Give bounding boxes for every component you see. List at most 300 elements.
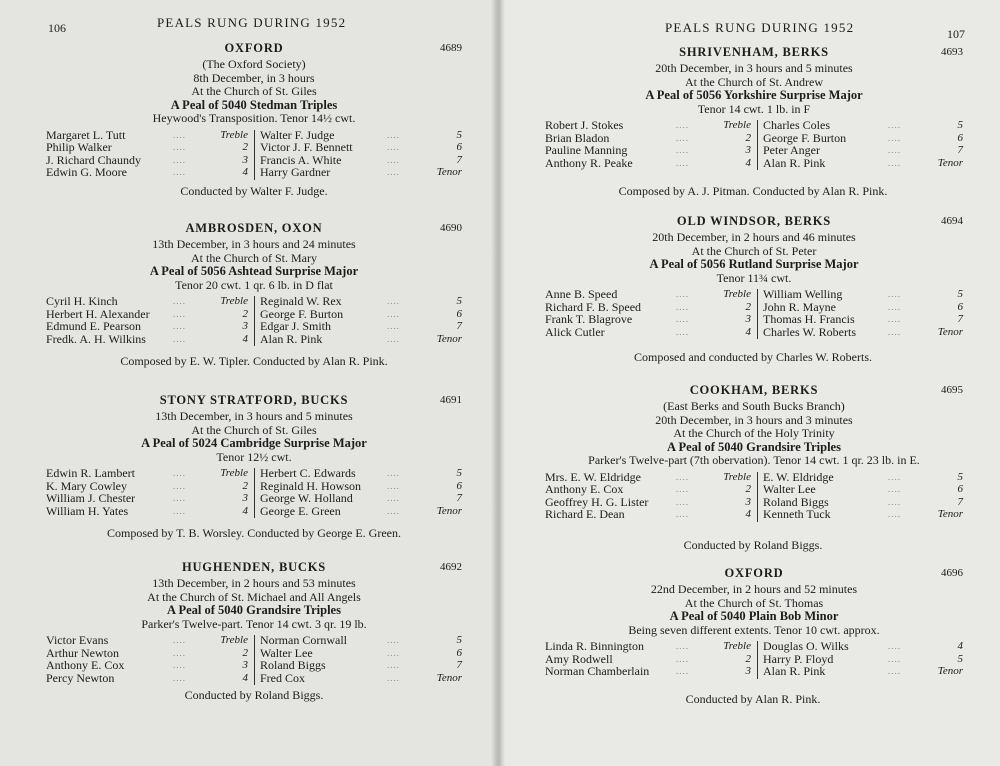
- ringers-column-left: [545, 640, 751, 678]
- ringers-column-right: [763, 471, 963, 521]
- bell-number: 5: [456, 128, 462, 141]
- ringers-column-left: [46, 634, 248, 684]
- leader-dots: ....: [173, 672, 186, 683]
- peal-number: 4689: [440, 42, 462, 54]
- ringer-name: Richard F. B. Speed: [545, 299, 642, 314]
- ringer-name: Roland Biggs: [260, 658, 326, 672]
- peal-tenor-line: Tenor 20 cwt. 1 qr. 6 lb. in D flat: [175, 277, 333, 292]
- ringers-band: [545, 288, 963, 340]
- ringer-name: Victor Evans: [46, 633, 109, 647]
- bell-number: 5: [957, 652, 963, 665]
- ringers-divider: [757, 120, 758, 170]
- ringer-row: [763, 326, 963, 339]
- bell-number: Treble: [723, 119, 751, 131]
- bell-number: 2: [242, 646, 248, 659]
- peal-tenor-line: Heywood's Transposition. Tenor 14½ cwt.: [152, 111, 356, 125]
- bell-number: 6: [456, 479, 462, 492]
- bell-number: 4: [745, 156, 751, 169]
- ringer-row: [46, 672, 248, 685]
- leader-dots: ....: [173, 635, 186, 645]
- ringer-name: Linda R. Binnington: [545, 639, 644, 653]
- peal-header: [545, 567, 963, 583]
- ringer-name: Douglas O. Wilks: [763, 639, 849, 653]
- ringer-row: [545, 326, 751, 339]
- ringer-name: Alan R. Pink: [260, 331, 323, 346]
- ringer-name: Edmund E. Pearson: [46, 319, 141, 333]
- peal-footer: Conducted by Alan R. Pink.: [685, 692, 821, 706]
- bell-number: 6: [957, 131, 963, 144]
- bell-number: 5: [456, 467, 462, 479]
- ringer-name: Arthur Newton: [46, 645, 119, 660]
- peal-record: [545, 46, 963, 171]
- bell-number: 5: [957, 288, 963, 300]
- bell-number: Treble: [220, 295, 248, 307]
- ringer-row: [260, 659, 462, 672]
- peal-place: AMBROSDEN, OXON: [185, 221, 323, 235]
- peal-detail-line: At the Church of St. Giles: [191, 422, 317, 437]
- ringers-divider: [254, 635, 255, 685]
- ringer-row: [260, 467, 462, 480]
- leader-dots: ....: [387, 480, 400, 491]
- bell-number: 2: [242, 141, 248, 153]
- ringers-column-left: [545, 471, 751, 521]
- bell-number: 7: [957, 313, 963, 325]
- bell-number: 5: [456, 295, 462, 307]
- ringer-name: Anthony E. Cox: [545, 482, 624, 496]
- ringer-row: [545, 313, 751, 326]
- leader-dots: ....: [387, 154, 400, 165]
- bell-number: 4: [242, 332, 248, 345]
- bell-number: 3: [242, 320, 248, 332]
- peal-record: [545, 567, 963, 680]
- leader-dots: ....: [676, 666, 689, 676]
- ringer-row: [46, 505, 248, 518]
- ringer-name: Amy Rodwell: [545, 651, 613, 666]
- ringer-row: [763, 483, 963, 496]
- ringer-name: Harry Gardner: [260, 165, 331, 179]
- bell-number: Treble: [723, 640, 751, 652]
- ringer-row: [260, 333, 462, 346]
- ringer-name: Walter Lee: [763, 482, 816, 496]
- peal-heading: [545, 384, 963, 468]
- leader-dots: ....: [676, 326, 689, 337]
- ringer-name: Robert J. Stokes: [545, 118, 624, 132]
- peal-method: A Peal of 5024 Cambridge Surprise Major: [141, 436, 367, 450]
- peal-header: [46, 561, 462, 577]
- peal-record: [545, 384, 963, 523]
- bell-number: Treble: [220, 634, 248, 646]
- leader-dots: ....: [173, 129, 186, 140]
- ringer-row: [545, 119, 751, 132]
- bell-number: 6: [957, 300, 963, 313]
- ringer-name: Norman Chamberlain: [545, 664, 650, 678]
- ringer-row: [260, 320, 462, 333]
- peal-place: OXFORD: [224, 41, 284, 55]
- leader-dots: ....: [173, 308, 186, 319]
- ringer-row: [763, 508, 963, 521]
- leader-dots: ....: [676, 301, 689, 312]
- peal-detail-line: 20th December, in 2 hours and 46 minutes: [652, 230, 856, 244]
- bell-number: 7: [957, 144, 963, 156]
- peal-number: 4691: [440, 394, 462, 406]
- ringer-name: Margaret L. Tutt: [46, 127, 126, 142]
- ringer-name: Geoffrey H. G. Lister: [545, 494, 649, 509]
- leader-dots: ....: [676, 289, 689, 299]
- leader-dots: ....: [387, 333, 400, 344]
- peal-place: COOKHAM, BERKS: [689, 383, 819, 397]
- leader-dots: ....: [387, 308, 400, 319]
- ringer-name: Mrs. E. W. Eldridge: [545, 469, 641, 484]
- ringer-name: Frank T. Blagrove: [545, 312, 633, 326]
- bell-number: 7: [456, 659, 462, 671]
- peal-record: [46, 42, 462, 181]
- ringer-name: Edwin G. Moore: [46, 165, 127, 179]
- peal-header: [545, 46, 963, 62]
- ringer-name: Fred Cox: [260, 670, 305, 685]
- bell-number: 2: [242, 479, 248, 492]
- ringers-divider: [757, 641, 758, 679]
- ringers-column-right: [763, 288, 963, 338]
- ringer-row: [260, 505, 462, 518]
- peal-heading: [46, 42, 462, 126]
- leader-dots: ....: [173, 142, 186, 152]
- peal-method: A Peal of 5040 Grandsire Triples: [167, 603, 341, 617]
- ringers-column-right: [260, 295, 462, 345]
- ringer-name: Reginald H. Howson: [260, 478, 361, 493]
- ringers-column-right: [260, 634, 462, 684]
- bell-number: 3: [745, 665, 751, 677]
- ringer-name: Edwin R. Lambert: [46, 466, 135, 480]
- bell-number: 4: [242, 166, 248, 178]
- leader-dots: ....: [173, 505, 186, 516]
- left-page: [0, 0, 497, 766]
- ringer-row: [763, 665, 963, 678]
- ringer-row: [545, 640, 751, 653]
- ringer-name: William H. Yates: [46, 503, 129, 518]
- leader-dots: ....: [676, 484, 689, 494]
- leader-dots: ....: [676, 641, 689, 651]
- leader-dots: ....: [387, 635, 400, 645]
- ringer-name: Alan R. Pink: [763, 664, 826, 678]
- ringer-name: Percy Newton: [46, 670, 115, 685]
- ringer-row: [545, 665, 751, 678]
- peal-number: 4690: [440, 222, 462, 234]
- ringer-row: [545, 144, 751, 157]
- ringers-column-left: [46, 129, 248, 179]
- leader-dots: ....: [387, 321, 400, 331]
- peal-tenor-line: Tenor 12½ cwt.: [216, 449, 292, 464]
- leader-dots: ....: [888, 157, 901, 168]
- ringer-name: Herbert H. Alexander: [46, 306, 150, 321]
- leader-dots: ....: [173, 468, 186, 478]
- peal-footer: Conducted by Walter F. Judge.: [180, 184, 328, 198]
- ringer-row: [545, 508, 751, 521]
- peal-detail-line: 13th December, in 2 hours and 53 minutes: [152, 576, 356, 590]
- peal-tenor-line: Being seven different extents. Tenor 10 cwt. approx.: [628, 622, 880, 637]
- peal-heading: [545, 46, 963, 116]
- leader-dots: ....: [676, 509, 689, 519]
- ringers-column-left: [46, 467, 248, 517]
- ringer-row: [260, 166, 462, 179]
- ringer-name: Norman Cornwall: [260, 633, 347, 647]
- page-number: 106: [48, 21, 66, 35]
- bell-number: 2: [745, 131, 751, 144]
- ringer-name: Peter Anger: [763, 143, 820, 157]
- bell-number: Tenor: [436, 671, 462, 684]
- leader-dots: ....: [173, 660, 186, 670]
- ringer-name: Richard E. Dean: [545, 507, 625, 521]
- leader-dots: ....: [387, 468, 400, 478]
- bell-number: 5: [957, 119, 963, 131]
- bell-number: 7: [957, 495, 963, 508]
- leader-dots: ....: [888, 641, 901, 651]
- ringer-name: Francis A. White: [260, 152, 342, 167]
- ringer-name: Walter Lee: [260, 645, 313, 660]
- peal-header: [545, 384, 963, 400]
- bell-number: 2: [242, 307, 248, 320]
- peal-detail-line: 13th December, in 3 hours and 5 minutes: [155, 409, 353, 423]
- ringer-row: [545, 157, 751, 170]
- ringer-name: George F. Burton: [260, 306, 344, 321]
- leader-dots: ....: [888, 301, 901, 312]
- leader-dots: ....: [173, 296, 186, 306]
- peal-method: A Peal of 5056 Ashtead Surprise Major: [149, 264, 359, 278]
- leader-dots: ....: [676, 145, 689, 155]
- ringers-divider: [254, 130, 255, 180]
- ringer-name: Cyril H. Kinch: [46, 294, 118, 308]
- ringer-name: Brian Bladon: [545, 130, 610, 145]
- bell-number: 5: [957, 470, 963, 483]
- ringer-row: [260, 492, 462, 505]
- bell-number: 4: [957, 640, 963, 652]
- leader-dots: ....: [173, 167, 186, 177]
- bell-number: 3: [745, 495, 751, 508]
- leader-dots: ....: [173, 321, 186, 331]
- ringer-name: George F. Burton: [763, 130, 847, 145]
- ringer-row: [46, 166, 248, 179]
- ringer-row: [763, 640, 963, 653]
- ringers-column-right: [260, 467, 462, 517]
- bell-number: Tenor: [937, 156, 963, 169]
- ringer-row: [763, 313, 963, 326]
- ringers-band: [46, 295, 462, 347]
- bell-number: Treble: [220, 467, 248, 479]
- ringer-name: Alan R. Pink: [763, 155, 826, 170]
- peal-heading: [46, 561, 462, 631]
- peal-tenor-line: Tenor 14 cwt. 1 lb. in F: [697, 101, 811, 116]
- leader-dots: ....: [888, 653, 901, 664]
- bell-number: 4: [242, 671, 248, 684]
- peal-detail-line: At the Church of St. Peter: [691, 243, 817, 258]
- leader-dots: ....: [173, 333, 186, 344]
- ringer-row: [46, 320, 248, 333]
- bell-number: Tenor: [436, 332, 462, 345]
- leader-dots: ....: [888, 666, 901, 676]
- ringers-band: [545, 471, 963, 523]
- leader-dots: ....: [888, 326, 901, 337]
- bell-number: Tenor: [937, 325, 963, 338]
- leader-dots: ....: [173, 154, 186, 165]
- ringer-name: Roland Biggs: [763, 494, 829, 509]
- leader-dots: ....: [676, 653, 689, 664]
- ringer-name: Alick Cutler: [545, 324, 605, 339]
- bell-number: 3: [242, 659, 248, 671]
- ringers-band: [46, 467, 462, 519]
- peal-footer: Composed by A. J. Pitman. Conducted by Alan R. Pink.: [618, 184, 888, 198]
- bell-number: Treble: [723, 288, 751, 300]
- peal-number: 4692: [440, 561, 462, 573]
- peal-footer: Conducted by Roland Biggs.: [683, 538, 823, 552]
- peal-header: [46, 394, 462, 410]
- peal-tenor-line: Parker's Twelve-part. Tenor 14 cwt. 3 qr. 19 lb.: [141, 616, 367, 631]
- leader-dots: ....: [387, 647, 400, 658]
- bell-number: 3: [242, 153, 248, 166]
- peal-method: A Peal of 5040 Stedman Triples: [170, 97, 338, 112]
- peal-detail-line: 13th December, in 3 hours and 24 minutes: [152, 237, 356, 251]
- peal-detail-line: At the Church of St. Michael and All Angels: [147, 589, 361, 604]
- ringer-row: [260, 672, 462, 685]
- ringers-divider: [757, 289, 758, 339]
- peal-record: [545, 215, 963, 340]
- ringers-band: [545, 640, 963, 680]
- bell-number: 3: [745, 313, 751, 325]
- leader-dots: ....: [888, 314, 901, 324]
- bell-number: 6: [957, 483, 963, 495]
- leader-dots: ....: [888, 132, 901, 143]
- peal-heading: [545, 215, 963, 285]
- ringer-name: Philip Walker: [46, 140, 112, 154]
- ringer-row: [763, 157, 963, 170]
- peal-detail-line: 22nd December, in 2 hours and 52 minutes: [650, 582, 858, 596]
- peal-method: A Peal of 5056 Rutland Surprise Major: [649, 257, 859, 271]
- bell-number: 5: [456, 634, 462, 646]
- peal-number: 4693: [941, 46, 963, 58]
- ringers-column-right: [260, 129, 462, 179]
- ringer-name: George E. Green: [260, 503, 341, 518]
- ringer-name: William Welling: [763, 287, 843, 301]
- ringer-row: [46, 295, 248, 308]
- book-gutter: [491, 0, 505, 766]
- bell-number: 6: [456, 307, 462, 320]
- leader-dots: ....: [888, 145, 901, 155]
- leader-dots: ....: [676, 157, 689, 168]
- leader-dots: ....: [173, 480, 186, 491]
- peal-heading: [545, 567, 963, 637]
- peal-footer: Conducted by Roland Biggs.: [184, 688, 324, 702]
- ringer-name: George W. Holland: [260, 491, 353, 505]
- leader-dots: ....: [888, 289, 901, 299]
- peal-method: A Peal of 5040 Plain Bob Minor: [669, 609, 839, 623]
- bell-number: Treble: [723, 470, 751, 483]
- ringer-row: [260, 141, 462, 154]
- peal-record: [46, 222, 462, 347]
- peal-detail-line: At the Church of St. Mary: [191, 250, 317, 265]
- peal-detail-line: At the Church of St. Andrew: [685, 74, 823, 89]
- bell-number: 7: [456, 492, 462, 504]
- peal-place: OXFORD: [724, 566, 784, 580]
- leader-dots: ....: [387, 296, 400, 306]
- peal-detail-line: (The Oxford Society): [202, 57, 306, 71]
- leader-dots: ....: [387, 672, 400, 683]
- ringers-divider: [254, 468, 255, 518]
- peal-heading: [46, 394, 462, 464]
- peal-detail-line: At the Church of St. Thomas: [684, 595, 824, 610]
- ringer-row: [260, 295, 462, 308]
- ringers-band: [46, 634, 462, 686]
- bell-number: Tenor: [937, 508, 963, 520]
- bell-number: 6: [456, 141, 462, 153]
- leader-dots: ....: [173, 647, 186, 658]
- leader-dots: ....: [173, 493, 186, 503]
- bell-number: 4: [745, 325, 751, 338]
- right-page: [497, 0, 1000, 766]
- peal-tenor-line: Tenor 11¾ cwt.: [716, 270, 792, 285]
- leader-dots: ....: [676, 314, 689, 324]
- running-head: PEALS RUNG DURING 1952: [157, 15, 347, 30]
- peal-detail-line: At the Church of the Holy Trinity: [673, 426, 835, 440]
- ringer-name: Victor J. F. Bennett: [260, 140, 353, 154]
- ringer-name: John R. Mayne: [763, 299, 836, 314]
- bell-number: 4: [745, 508, 751, 520]
- ringer-name: Herbert C. Edwards: [260, 466, 356, 480]
- ringer-name: J. Richard Chaundy: [46, 152, 141, 167]
- bell-number: 3: [242, 492, 248, 504]
- bell-number: Tenor: [436, 166, 462, 178]
- ringer-name: Reginald W. Rex: [260, 294, 342, 308]
- bell-number: 2: [745, 652, 751, 665]
- peal-heading: [46, 222, 462, 292]
- leader-dots: ....: [888, 496, 901, 507]
- ringers-column-left: [545, 288, 751, 338]
- leader-dots: ....: [387, 505, 400, 516]
- peal-number: 4696: [941, 567, 963, 579]
- ringer-name: Harry P. Floyd: [763, 651, 834, 666]
- ringer-name: Kenneth Tuck: [763, 507, 831, 521]
- ringer-name: Thomas H. Francis: [763, 312, 855, 326]
- leader-dots: ....: [888, 484, 901, 494]
- peal-header: [545, 215, 963, 231]
- peal-method: A Peal of 5056 Yorkshire Surprise Major: [645, 88, 863, 102]
- bell-number: 6: [456, 646, 462, 659]
- bell-number: Treble: [220, 128, 248, 141]
- leader-dots: ....: [387, 142, 400, 152]
- leader-dots: ....: [888, 509, 901, 519]
- peal-place: SHRIVENHAM, BERKS: [679, 45, 829, 59]
- ringers-column-left: [545, 119, 751, 169]
- ringers-column-right: [763, 119, 963, 169]
- peal-footer: Composed and conducted by Charles W. Roberts.: [634, 350, 872, 364]
- peal-tenor-line: Parker's Twelve-part (7th obervation). Tenor 14 cwt. 1 qr. 23 lb. in E.: [588, 453, 920, 467]
- ringer-name: Walter F. Judge: [260, 127, 335, 142]
- bell-number: 3: [745, 144, 751, 156]
- ringer-name: Anthony R. Peake: [545, 155, 633, 170]
- bell-number: 7: [456, 320, 462, 332]
- peal-record: [46, 394, 462, 519]
- leader-dots: ....: [676, 132, 689, 143]
- ringer-row: [545, 483, 751, 496]
- ringer-row: [46, 467, 248, 480]
- ringers-band: [46, 129, 462, 181]
- bell-number: 2: [745, 300, 751, 313]
- ringer-row: [763, 288, 963, 301]
- leader-dots: ....: [387, 129, 400, 140]
- ringer-name: William J. Chester: [46, 491, 136, 505]
- peal-record: [46, 561, 462, 686]
- leader-dots: ....: [888, 471, 901, 482]
- page-number: 107: [947, 27, 965, 41]
- ringer-row: [545, 288, 751, 301]
- bell-number: Tenor: [436, 504, 462, 517]
